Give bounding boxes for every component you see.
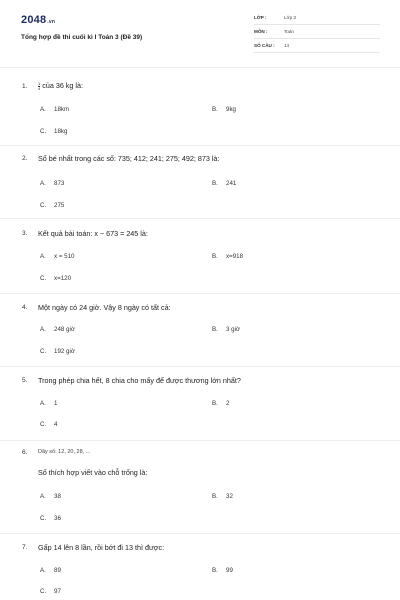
meta-question-count — [254, 41, 380, 53]
question-divider — [0, 293, 400, 294]
meta-count-value: 14 — [284, 43, 290, 48]
question-divider — [0, 218, 400, 219]
fraction: $\frac{1}{4}$ — [38, 81, 41, 91]
option-b[interactable]: B. 2 — [212, 400, 230, 407]
question-divider — [0, 145, 400, 146]
question-text: Kết quả bài toán: x − 673 = 245 là: — [38, 229, 148, 238]
question-number: 3. — [22, 230, 28, 237]
option-c[interactable]: C. 275 — [40, 202, 65, 209]
option-a[interactable]: A. x = 510 — [40, 253, 75, 260]
option-a[interactable]: A. 873 — [40, 180, 65, 187]
option-c[interactable]: C. 192 giờ — [40, 348, 75, 355]
meta-count-key: SỐ CÂU : — [254, 43, 275, 48]
question-number: 5. — [22, 377, 28, 384]
header-divider — [0, 67, 400, 68]
option-c[interactable]: C. 36 — [40, 515, 61, 522]
meta-class — [254, 13, 380, 25]
question-number: 6. — [22, 449, 28, 456]
option-b[interactable]: B. x=918 — [212, 253, 244, 260]
option-c[interactable]: C. x=120 — [40, 275, 72, 282]
option-b[interactable]: B. 9kg — [212, 106, 236, 113]
option-a[interactable]: A. 89 — [40, 567, 61, 574]
question-text: Gấp 14 lên 8 lần, rồi bớt đi 13 thì được: — [38, 543, 165, 552]
logo: 2048.vn — [21, 14, 56, 26]
option-b[interactable]: B. 241 — [212, 180, 237, 187]
question-number: 7. — [22, 544, 28, 551]
question-text: Số thích hợp viết vào chỗ trống là: — [38, 468, 148, 477]
question-divider — [0, 366, 400, 367]
question-divider — [0, 533, 400, 534]
question-text: Một ngày có 24 giờ. Vậy 8 ngày có tất cả: — [38, 303, 171, 312]
option-c[interactable]: C. 4 — [40, 421, 58, 428]
option-a[interactable]: A. 1 — [40, 400, 58, 407]
document-title: Tổng hợp đề thi cuối kì I Toán 3 (Đề 39) — [21, 34, 143, 41]
question-note: Dãy số: 12, 20, 28, ... — [38, 449, 91, 455]
question-text: Số bé nhất trong các số: 735; 412; 241; 275; 492; 873 là: — [38, 154, 220, 163]
meta-subject-value: Toán — [284, 29, 294, 34]
meta-subject-key: MÔN : — [254, 29, 268, 34]
meta-class-key: LỚP : — [254, 15, 267, 20]
question-number: 2. — [22, 155, 28, 162]
option-c[interactable]: C. 18kg — [40, 128, 68, 135]
option-a[interactable]: A. 248 giờ — [40, 326, 75, 333]
question-text: $\frac{1}{4}$ của 36 kg là: — [38, 81, 83, 91]
meta-subject — [254, 27, 380, 39]
option-b[interactable]: B. 3 giờ — [212, 326, 241, 333]
page-header — [0, 0, 400, 62]
option-a[interactable]: A. 38 — [40, 493, 61, 500]
option-a[interactable]: A. 18km — [40, 106, 70, 113]
option-b[interactable]: B. 32 — [212, 493, 233, 500]
question-text: Trong phép chia hết, 8 chia cho mấy để được thương lớn nhất? — [38, 376, 241, 385]
option-c[interactable]: C. 97 — [40, 588, 61, 595]
option-b[interactable]: B. 99 — [212, 567, 233, 574]
question-number: 4. — [22, 304, 28, 311]
question-divider — [0, 440, 400, 441]
question-number: 1. — [22, 83, 28, 90]
meta-class-value: Lớp 3 — [284, 15, 296, 20]
